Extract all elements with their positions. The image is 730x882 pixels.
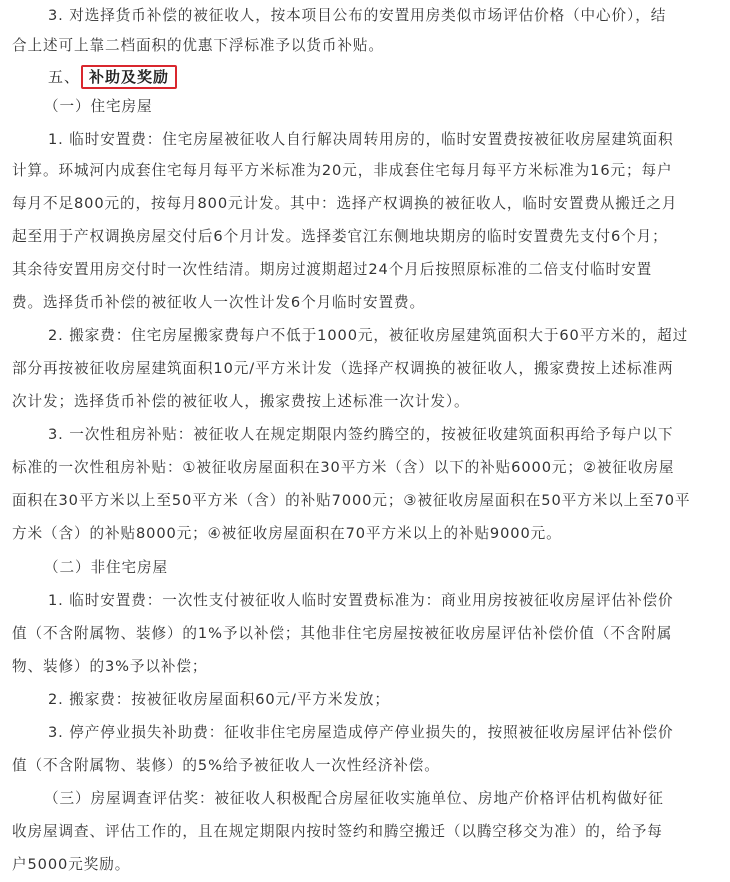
paragraph-line: 3. 一次性租房补贴：被征收人在规定期限内签约腾空的，按被征收建筑面积再给予每户以下 [48,426,674,443]
paragraph-line: 2. 搬家费：住宅房屋搬家费每户不低于1000元，被征收房屋建筑面积大于60平方米的，超过 [48,327,689,344]
subsection-heading: （二）非住宅房屋 [44,559,168,576]
paragraph-line: 计算。环城河内成套住宅每月每平方米标准为20元，非成套住宅每月每平方米标准为16元；每户 [12,162,673,179]
section-heading [48,65,177,89]
paragraph-line: 方米（含）的补贴8000元；④被征收房屋面积在70平方米以上的补贴9000元。 [12,525,562,542]
paragraph-line: 2. 搬家费：按被征收房屋面积60元/平方米发放； [48,691,390,708]
paragraph-line: 1. 临时安置费：住宅房屋被征收人自行解决周转用房的，临时安置费按被征收房屋建筑面积 [48,131,674,148]
paragraph-line: 值（不含附属物、装修）的1%予以补偿；其他非住宅房屋按被征收房屋评估补偿价值（不含附属 [12,625,673,642]
paragraph-line: 费。选择货币补偿的被征收人一次性计发6个月临时安置费。 [12,294,426,311]
paragraph-line: （三）房屋调查评估奖：被征收人积极配合房屋征收实施单位、房地产价格评估机构做好征 [44,790,664,807]
subsection-heading: （一）住宅房屋 [44,98,153,115]
paragraph-line: 值（不含附属物、装修）的5%给予被征收人一次性经济补偿。 [12,757,440,774]
paragraph-line: 收房屋调查、评估工作的，且在规定期限内按时签约和腾空搬迁（以腾空移交为准）的，给予每 [12,823,663,840]
paragraph-line: 标准的一次性租房补贴：①被征收房屋面积在30平方米（含）以下的补贴6000元；②被征收房屋 [12,459,675,476]
highlighted-section-title: 补助及奖励 [81,65,177,89]
paragraph-line: 部分再按被征收房屋建筑面积10元/平方米计发（选择产权调换的被征收人，搬家费按上述标准两 [12,360,674,377]
paragraph-line: 物、装修）的3%予以补偿； [12,658,208,675]
paragraph-line: 每月不足800元的，按每月800元计发。其中：选择产权调换的被征收人，临时安置费从搬迁之月 [12,195,678,212]
paragraph-line: 次计发；选择货币补偿的被征收人，搬家费按上述标准一次计发）。 [12,393,470,410]
paragraph-line: 户5000元奖励。 [12,856,131,873]
paragraph-line: 合上述可上靠二档面积的优惠下浮标准予以货币补贴。 [12,37,384,54]
paragraph-line: 起至用于产权调换房屋交付后6个月计发。选择娄官江东侧地块期房的临时安置费先支付6个月； [12,228,668,245]
section-number: 五、 [48,68,81,86]
paragraph-line: 3. 对选择货币补偿的被征收人，按本项目公布的安置用房类似市场评估价格（中心价），结 [48,7,667,24]
paragraph-line: 其余待安置用房交付时一次性结清。期房过渡期超过24个月后按照原标准的二倍支付临时安置 [12,261,653,278]
paragraph-line: 3. 停产停业损失补助费：征收非住宅房屋造成停产停业损失的，按照被征收房屋评估补偿价 [48,724,674,741]
paragraph-line: 面积在30平方米以上至50平方米（含）的补贴7000元；③被征收房屋面积在50平方米以上至70平 [12,492,691,509]
paragraph-line: 1. 临时安置费：一次性支付被征收人临时安置费标准为：商业用房按被征收房屋评估补偿价 [48,592,674,609]
